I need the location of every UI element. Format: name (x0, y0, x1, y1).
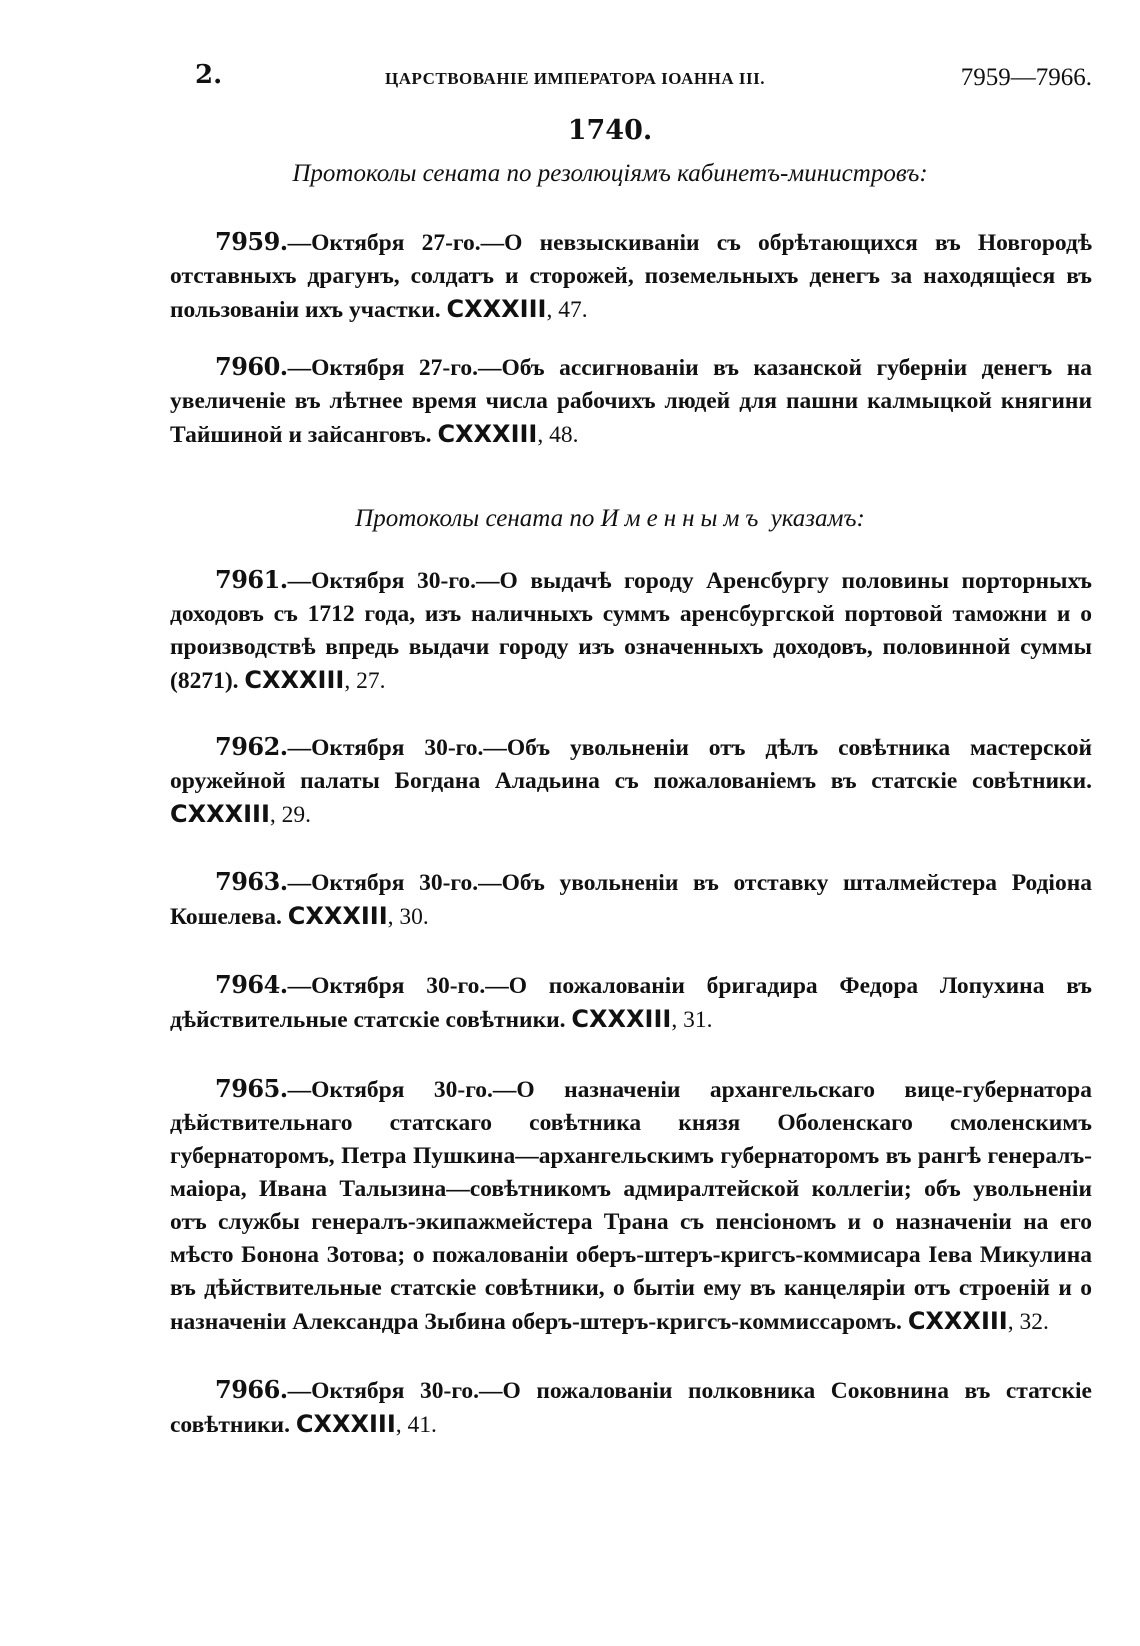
entry-text: О невзыскиваніи съ обрѣтающихся въ Новгородѣ отставныхъ драгунъ, солдатъ и сторожей, поземельныхъ денегъ за находящіеся въ пользованіи ихъ участки. (170, 230, 1092, 323)
entry-7962 (170, 730, 1092, 832)
entry-text: О назначеніи архангельскаго вице-губернатора дѣйствительнаго статскаго совѣтника князя Оболенскаго смоленскимъ губернаторомъ, Петра Пушкина—архангельскимъ губернаторомъ въ рангѣ генералъ-маіора, Ивана Талызина—совѣтникомъ адмиралтейской коллегіи; объ увольненіи отъ службы генералъ-экипажмейстера Трана съ пенсіономъ и о назначеніи на его мѣсто Бонона Зотова; о пожалованіи оберъ-штеръ-кригсъ-коммисара Іева Микулина въ дѣйствительные статскіе совѣтники, о бытіи ему въ канцеляріи отъ строеній и о назначеніи Александра Зыбина оберъ-штеръ-кригсъ-коммиссаромъ. (170, 1077, 1092, 1335)
entry-text: О выдачѣ городу Аренсбургу половины порторныхъ доходовъ съ 1712 года, изъ наличныхъ суммъ аренсбургской портовой таможни и о производствѣ впредь выдачи городу изъ означенныхъ доходовъ, половинной суммы (8271). (170, 568, 1092, 694)
entry-volume: CXXXIII (287, 902, 388, 930)
entry-volume: CXXXIII (907, 1307, 1008, 1335)
entry-ref: , 47. (546, 297, 588, 323)
entry-number: 7964. (215, 970, 288, 999)
entry-ref: , 31. (671, 1007, 713, 1033)
year-heading: 1740. (567, 115, 653, 146)
entry-7959 (170, 225, 1092, 327)
entry-volume: CXXXIII (244, 666, 345, 694)
entry-date: —Октября 30-го.— (287, 568, 500, 594)
entry-ref: , 41. (395, 1412, 437, 1438)
entry-date: —Октября 30-го.— (287, 973, 509, 999)
entry-volume: CXXXIII (170, 800, 270, 828)
entry-volume: CXXXIII (437, 420, 538, 448)
entry-text: О пожалованіи полковника Соковнина въ статскіе совѣтники. (170, 1378, 1092, 1438)
entry-7961 (170, 563, 1092, 698)
page-number: 2. (195, 60, 223, 90)
entry-7964 (170, 968, 1092, 1037)
section-heading-cabinet: Протоколы сената по резолюціямъ кабинетъ-министровъ: (292, 160, 928, 187)
entry-ref: , 32. (1007, 1309, 1049, 1335)
entry-volume: CXXXIII (295, 1410, 396, 1438)
entry-date: —Октября 30-го.— (287, 1077, 517, 1103)
heading-part-after: указамъ: (764, 505, 865, 532)
heading-part-before: Протоколы сената по (355, 505, 601, 532)
entry-7965 (170, 1072, 1092, 1339)
entry-number: 7963. (215, 867, 288, 896)
entry-number: 7966. (215, 1375, 288, 1404)
entry-7966 (170, 1373, 1092, 1442)
entry-text: О пожалованіи бригадира Федора Лопухина въ дѣйствительные статскіе совѣтники. (170, 973, 1092, 1033)
entry-text: Объ ассигнованіи въ казанской губерніи денегъ на увеличеніе въ лѣтнее время числа рабочихъ людей для пашни калмыцкой княгини Тайшиной и зайсанговъ. (170, 355, 1092, 448)
entry-ref: , 27. (344, 668, 386, 694)
entry-date: —Октября 30-го.— (287, 870, 502, 896)
entry-date: —Октября 30-го.— (287, 735, 507, 761)
entry-7963 (170, 865, 1092, 934)
entry-ref: , 30. (387, 904, 429, 930)
entry-range: 7959—7966. (960, 64, 1092, 91)
entry-date: —Октября 30-го.— (287, 1378, 503, 1404)
entry-volume: CXXXIII (571, 1005, 672, 1033)
heading-part-spaced: Именнымъ (600, 505, 765, 532)
entry-ref: , 48. (537, 422, 579, 448)
entry-7960 (170, 350, 1092, 452)
entry-number: 7965. (215, 1074, 288, 1103)
entry-text: Объ увольненіи отъ дѣлъ совѣтника мастерской оружейной палаты Богдана Аладьина съ пожалованіемъ въ статскіе совѣтники. (170, 735, 1092, 794)
running-head (195, 60, 1092, 100)
entry-ref: , 29. (269, 802, 312, 828)
entry-date: —Октября 27-го.— (287, 230, 505, 256)
entry-number: 7961. (215, 565, 288, 594)
entry-text: Объ увольненіи въ отставку шталмейстера Родіона Кошелева. (170, 870, 1093, 930)
section-heading-imperial (0, 505, 1140, 533)
running-title: ЦАРСТВОВАНІЕ ИМПЕРАТОРА ІОАННА III. (385, 69, 765, 88)
entry-volume: CXXXIII (446, 295, 547, 323)
entry-number: 7962. (215, 732, 288, 761)
entry-number: 7959. (215, 227, 288, 256)
entry-number: 7960. (215, 352, 288, 381)
entry-date: —Октября 27-го.— (287, 355, 502, 381)
